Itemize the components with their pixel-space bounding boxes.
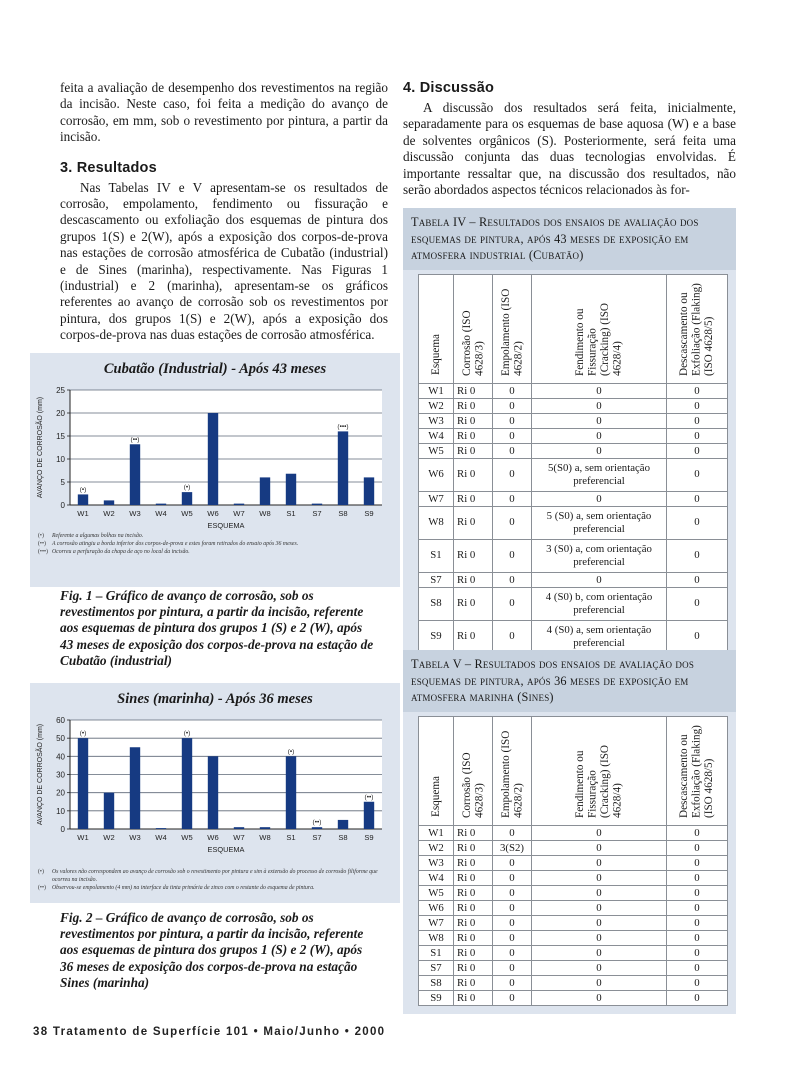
table-cell: 0 xyxy=(532,960,667,975)
note-text: Referente a algumas bolhas na incisão. xyxy=(52,533,144,539)
table-cell: S1 xyxy=(419,945,454,960)
table-cell: 0 xyxy=(667,840,728,855)
table-5 xyxy=(418,716,728,1006)
page-footer: 38 Tratamento de Superfície 101 • Maio/Junho • 2000 xyxy=(33,1026,386,1038)
table-cell: Ri 0 xyxy=(454,620,493,653)
table-cell: 4 (S0) b, com orientação preferencial xyxy=(532,587,667,620)
table-cell: W1 xyxy=(419,383,454,398)
bar-annotation: (••) xyxy=(364,793,374,801)
table-cell: 3(S2) xyxy=(493,840,532,855)
discussion-heading: 4. Discussão xyxy=(403,80,495,96)
x-tick-label: S9 xyxy=(364,833,374,842)
table-cell: 0 xyxy=(493,383,532,398)
table-row xyxy=(419,915,728,930)
table-cell: W2 xyxy=(419,840,454,855)
table-cell: 0 xyxy=(532,990,667,1005)
bar-s7 xyxy=(312,504,322,505)
table-cell: 0 xyxy=(667,458,728,491)
bar-s9 xyxy=(364,477,374,505)
x-tick-label: S8 xyxy=(338,509,348,518)
x-tick-label: W3 xyxy=(129,509,141,518)
table-cell: 0 xyxy=(532,491,667,506)
table-cell: Ri 0 xyxy=(454,915,493,930)
x-axis-label: ESQUEMA xyxy=(207,521,245,530)
table-row xyxy=(419,975,728,990)
chart-1 xyxy=(30,378,400,532)
table-cell: 0 xyxy=(532,915,667,930)
table-4-title: Tabela IV – Resultados dos ensaios de avaliação dos esquemas de pintura, após 43 meses de exposição em atmosfera industrial (Cubatão) xyxy=(403,208,736,270)
table-cell: 0 xyxy=(532,383,667,398)
table-cell: 0 xyxy=(667,539,728,572)
bar-s7 xyxy=(312,827,322,829)
table-cell: Ri 0 xyxy=(454,825,493,840)
table-cell: 0 xyxy=(493,620,532,653)
y-tick-label: 10 xyxy=(56,806,65,816)
table-cell: 0 xyxy=(667,506,728,539)
table-cell: 0 xyxy=(493,428,532,443)
figure-note xyxy=(38,532,392,540)
table-cell: Ri 0 xyxy=(454,443,493,458)
table-cell: 5(S0) a, sem orientação preferencial xyxy=(532,458,667,491)
table-cell: 4 (S0) a, sem orientação preferencial xyxy=(532,620,667,653)
table-cell: W4 xyxy=(419,870,454,885)
y-tick-label: 0 xyxy=(60,501,65,510)
y-tick-label: 60 xyxy=(56,716,65,725)
table-row xyxy=(419,428,728,443)
x-tick-label: W2 xyxy=(103,833,115,842)
bar-w6 xyxy=(208,756,218,829)
table-row xyxy=(419,506,728,539)
table-cell: 0 xyxy=(532,428,667,443)
note-text: A corrosão atingiu a borda inferior dos corpos-de-prova e estes foram retirados do ensaio após 36 meses. xyxy=(52,541,299,548)
bar-w1 xyxy=(78,494,88,505)
x-tick-label: W7 xyxy=(233,833,245,842)
table-cell: W7 xyxy=(419,915,454,930)
table-cell: Ri 0 xyxy=(454,506,493,539)
table-cell: 0 xyxy=(532,855,667,870)
table-row xyxy=(419,900,728,915)
bar-w5 xyxy=(182,738,192,829)
y-tick-label: 0 xyxy=(60,825,65,834)
table-cell: 0 xyxy=(493,870,532,885)
table-cell: 0 xyxy=(493,990,532,1005)
y-tick-label: 5 xyxy=(60,478,65,487)
table-row xyxy=(419,383,728,398)
y-tick-label: 40 xyxy=(56,752,65,762)
table-cell: W3 xyxy=(419,413,454,428)
table-cell: W3 xyxy=(419,855,454,870)
x-tick-label: W8 xyxy=(259,833,271,842)
bar-annotation: (•) xyxy=(287,748,295,756)
note-text: Observou-se empolamento (4 mm) na interface da tinta primária de zinco com o restante do esquema de pintura. xyxy=(52,885,315,892)
table-cell: Ri 0 xyxy=(454,383,493,398)
bar-w2 xyxy=(104,500,114,505)
bar-w4 xyxy=(156,828,166,829)
y-axis-label: AVANÇO DE CORROSÃO (mm) xyxy=(37,723,44,826)
column-header xyxy=(419,716,454,825)
table-cell: 0 xyxy=(532,870,667,885)
column-header xyxy=(454,716,493,825)
x-tick-label: W6 xyxy=(207,509,219,518)
x-tick-label: W2 xyxy=(103,509,115,518)
y-tick-label: 20 xyxy=(56,788,65,798)
table-cell: 0 xyxy=(667,491,728,506)
table-cell: 0 xyxy=(493,915,532,930)
table-cell: Ri 0 xyxy=(454,398,493,413)
x-tick-label: S1 xyxy=(286,833,296,842)
column-header xyxy=(419,274,454,383)
table-cell: 0 xyxy=(493,443,532,458)
table-cell: 0 xyxy=(667,398,728,413)
table-cell: Ri 0 xyxy=(454,491,493,506)
table-cell: Ri 0 xyxy=(454,840,493,855)
table-4-panel xyxy=(403,208,736,662)
table-row xyxy=(419,491,728,506)
table-cell: 0 xyxy=(493,539,532,572)
table-cell: S9 xyxy=(419,620,454,653)
table-cell: W8 xyxy=(419,930,454,945)
left-column xyxy=(60,80,388,344)
column-header-text: Corrosão (ISO 4628/3) xyxy=(460,751,485,818)
table-cell: 0 xyxy=(532,443,667,458)
right-column xyxy=(403,80,736,198)
table-cell: 3 (S0) a, com orientação preferencial xyxy=(532,539,667,572)
table-cell: 0 xyxy=(667,990,728,1005)
x-axis-label: ESQUEMA xyxy=(207,845,245,854)
table-cell: Ri 0 xyxy=(454,975,493,990)
table-row xyxy=(419,413,728,428)
note-marker: (•) xyxy=(38,533,44,539)
column-header-text: Empolamento (ISO 4628/2) xyxy=(499,730,524,818)
table-row xyxy=(419,825,728,840)
bar-s9 xyxy=(364,802,374,829)
note-text: Os valores não correspondem ao avanço de corrosão sob o revestimento por pintura e sim à extensão do processo de corrosão filiforme que ocorreu na incisão. xyxy=(52,869,378,884)
table-row xyxy=(419,572,728,587)
table-row xyxy=(419,840,728,855)
bar-w4 xyxy=(156,504,166,505)
table-cell: 0 xyxy=(667,900,728,915)
x-tick-label: W4 xyxy=(155,833,167,842)
note-text: Ocorreu a perfuração da chapa de aço no local da incisão. xyxy=(52,549,190,556)
figure-2-panel xyxy=(30,683,400,903)
figure-2-caption: Fig. 2 – Gráfico de avanço de corrosão, sob os revestimentos por pintura, a partir da incisão, referente aos esquemas de pintura dos grupos 1 (S) e 2 (W), após 36 meses de exposição dos corpos-de-prova na estação Sines (marinha) xyxy=(60,910,364,990)
note-marker: (•) xyxy=(38,869,44,875)
table-cell: 0 xyxy=(667,587,728,620)
table-cell: W2 xyxy=(419,398,454,413)
table-cell: 0 xyxy=(532,885,667,900)
table-cell: Ri 0 xyxy=(454,930,493,945)
table-cell: 0 xyxy=(667,960,728,975)
table-cell: 0 xyxy=(667,572,728,587)
table-cell: Ri 0 xyxy=(454,587,493,620)
bar-annotation: (•) xyxy=(79,730,87,738)
results-heading: 3. Resultados xyxy=(60,159,157,176)
table-cell: W7 xyxy=(419,491,454,506)
table-row xyxy=(419,870,728,885)
x-tick-label: W3 xyxy=(129,833,141,842)
table-cell: Ri 0 xyxy=(454,539,493,572)
table-cell: 0 xyxy=(493,930,532,945)
bar-w7 xyxy=(234,504,244,505)
x-tick-label: S7 xyxy=(312,833,322,842)
y-tick-label: 10 xyxy=(56,455,65,464)
table-cell: 0 xyxy=(667,413,728,428)
table-cell: Ri 0 xyxy=(454,572,493,587)
chart-1-title: Cubatão (Industrial) - Após 43 meses xyxy=(103,361,327,377)
table-cell: 0 xyxy=(493,825,532,840)
bar-w6 xyxy=(208,413,218,505)
column-header-text: Descascamento ou Exfoliação (Flaking) (ISO 4628/5) xyxy=(678,282,716,376)
x-tick-label: W8 xyxy=(259,509,271,518)
table-cell: 0 xyxy=(493,855,532,870)
table-cell: S7 xyxy=(419,572,454,587)
table-cell: Ri 0 xyxy=(454,960,493,975)
table-cell: 0 xyxy=(493,413,532,428)
table-cell: 0 xyxy=(667,443,728,458)
table-cell: W4 xyxy=(419,428,454,443)
table-cell: 0 xyxy=(532,975,667,990)
x-tick-label: W7 xyxy=(233,509,245,518)
table-cell: 0 xyxy=(667,885,728,900)
bar-s8 xyxy=(338,431,348,505)
figure-note xyxy=(38,868,392,884)
bar-w1 xyxy=(78,738,88,829)
table-cell: 0 xyxy=(493,900,532,915)
note-marker: (••) xyxy=(38,885,46,892)
table-cell: Ri 0 xyxy=(454,428,493,443)
column-header-text: Esquema xyxy=(429,334,442,376)
table-cell: 0 xyxy=(493,398,532,413)
table-cell: 0 xyxy=(667,620,728,653)
table-cell: 0 xyxy=(532,840,667,855)
table-cell: W6 xyxy=(419,900,454,915)
column-header-text: Fendimento ou Fissuração (Cracking) (ISO 4628/4) xyxy=(574,302,624,376)
table-cell: 0 xyxy=(493,491,532,506)
table-row xyxy=(419,398,728,413)
table-row xyxy=(419,885,728,900)
x-tick-label: W5 xyxy=(181,509,193,518)
table-cell: 0 xyxy=(667,870,728,885)
table-row xyxy=(419,990,728,1005)
table-row xyxy=(419,960,728,975)
table-cell: S8 xyxy=(419,587,454,620)
table-cell: 5 (S0) a, sem orientação preferencial xyxy=(532,506,667,539)
table-row xyxy=(419,587,728,620)
table-cell: 0 xyxy=(532,398,667,413)
table-cell: 0 xyxy=(667,930,728,945)
table-cell: 0 xyxy=(532,825,667,840)
table-cell: 0 xyxy=(493,885,532,900)
table-cell: 0 xyxy=(493,975,532,990)
results-paragraph: Nas Tabelas IV e V apresentam-se os resultados de corrosão, empolamento, fendimento ou fissuração e descascamento ou exfoliação dos esquemas de pintura dos grupos 1(S) e 2(W), após a exposição dos corpos-de-prova nas estações de corrosão atmosférica de Cubatão (industrial) e de Sines (marinha), respectivamente. Nas Figuras 1 (industrial) e 2 (marinha), apresentam-se os gráficos referentes ao avanço de corrosão sob os revestimentos por pintura, dos grupos 1(S) e 2(W), após a exposição dos corpos-de-prova nas duas estações de corrosão atmosférica. xyxy=(60,179,388,343)
column-header xyxy=(454,274,493,383)
table-cell: W5 xyxy=(419,885,454,900)
table-row xyxy=(419,930,728,945)
discussion-paragraph: A discussão dos resultados será feita, inicialmente, separadamente para os esquemas de base aquosa (W) e a base de solventes orgânicos (S). Posteriormente, será feita uma discussão conjunta das duas tecnologias envolvidas. É importante ressaltar que, na discussão dos resultados, não serão abordados aspectos técnicos relacionados às for- xyxy=(403,100,736,198)
table-cell: Ri 0 xyxy=(454,990,493,1005)
y-tick-label: 20 xyxy=(56,409,65,418)
table-cell: 0 xyxy=(532,413,667,428)
column-header-text: Corrosão (ISO 4628/3) xyxy=(460,309,485,376)
table-5-title: Tabela V – Resultados dos ensaios de avaliação dos esquemas de pintura, após 36 meses de exposição em atmosfera marinha (Sines) xyxy=(403,650,736,712)
column-header-text: Empolamento (ISO 4628/2) xyxy=(499,288,524,376)
bar-annotation: (•) xyxy=(183,484,191,492)
bar-annotation: (••) xyxy=(130,436,140,444)
table-cell: S7 xyxy=(419,960,454,975)
x-tick-label: W6 xyxy=(207,833,219,842)
x-tick-label: W1 xyxy=(77,833,89,842)
figure-1-caption: Fig. 1 – Gráfico de avanço de corrosão, sob os revestimentos por pintura, a partir da incisão, referente aos esquemas de pintura dos grupos 1 (S) e 2 (W), após 43 meses de exposição dos corpos-de-prova na estação de Cubatão (industrial) xyxy=(60,588,374,668)
table-cell: 0 xyxy=(532,572,667,587)
table-cell: 0 xyxy=(493,458,532,491)
table-cell: 0 xyxy=(493,945,532,960)
table-cell: Ri 0 xyxy=(454,458,493,491)
x-tick-label: W1 xyxy=(77,509,89,518)
bar-w8 xyxy=(260,477,270,505)
x-tick-label: S7 xyxy=(312,509,322,518)
bar-annotation: (•••) xyxy=(337,423,349,431)
table-cell: 0 xyxy=(493,572,532,587)
table-cell: 0 xyxy=(532,900,667,915)
y-tick-label: 25 xyxy=(56,386,65,395)
table-cell: 0 xyxy=(532,930,667,945)
table-row xyxy=(419,620,728,653)
table-cell: Ri 0 xyxy=(454,855,493,870)
chart-2 xyxy=(30,708,400,868)
table-cell: 0 xyxy=(667,855,728,870)
column-header-text: Fendimento ou Fissuração (Cracking) (ISO 4628/4) xyxy=(574,744,624,818)
y-tick-label: 15 xyxy=(56,432,65,441)
plot-area xyxy=(70,390,382,505)
figure-1-notes xyxy=(30,532,400,561)
bar-annotation: (•) xyxy=(79,486,87,494)
column-header xyxy=(532,274,667,383)
column-header-text: Esquema xyxy=(429,776,442,818)
table-cell: 0 xyxy=(667,945,728,960)
bar-annotation: (•) xyxy=(183,730,191,738)
table-cell: 0 xyxy=(532,945,667,960)
bar-w5 xyxy=(182,492,192,505)
y-tick-label: 30 xyxy=(56,770,65,780)
table-4 xyxy=(418,274,728,654)
bar-w2 xyxy=(104,793,114,829)
column-header xyxy=(493,274,532,383)
bar-s1 xyxy=(286,474,296,505)
note-marker: (••) xyxy=(38,541,46,548)
intro-paragraph: feita a avaliação de desempenho dos revestimentos na região da incisão. Neste caso, foi feita a medição do avanço de corrosão, em mm, sob o revestimento por pintura, a partir da incisão. xyxy=(60,80,388,145)
table-cell: W1 xyxy=(419,825,454,840)
x-tick-label: W4 xyxy=(155,509,167,518)
table-cell: 0 xyxy=(493,587,532,620)
table-cell: Ri 0 xyxy=(454,885,493,900)
bar-s1 xyxy=(286,756,296,829)
table-cell: 0 xyxy=(667,428,728,443)
column-header xyxy=(493,716,532,825)
table-cell: Ri 0 xyxy=(454,870,493,885)
note-marker: (•••) xyxy=(38,549,48,556)
table-cell: W5 xyxy=(419,443,454,458)
table-cell: 0 xyxy=(493,506,532,539)
bar-s8 xyxy=(338,820,348,829)
table-cell: S9 xyxy=(419,990,454,1005)
y-tick-label: 50 xyxy=(56,734,65,744)
y-axis-label: AVANÇO DE CORROSÃO (mm) xyxy=(37,396,44,499)
table-cell: Ri 0 xyxy=(454,900,493,915)
bar-w3 xyxy=(130,747,140,829)
bar-w3 xyxy=(130,444,140,505)
figure-note xyxy=(38,548,392,556)
table-cell: Ri 0 xyxy=(454,413,493,428)
table-row xyxy=(419,945,728,960)
table-cell: Ri 0 xyxy=(454,945,493,960)
column-header-text: Descascamento ou Exfoliação (Flaking) (ISO 4628/5) xyxy=(678,724,716,818)
figure-2-notes xyxy=(30,868,400,897)
table-row xyxy=(419,539,728,572)
chart-2-title: Sines (marinha) - Após 36 meses xyxy=(117,691,313,707)
table-row xyxy=(419,855,728,870)
table-cell: S8 xyxy=(419,975,454,990)
table-cell: 0 xyxy=(667,915,728,930)
bar-w8 xyxy=(260,827,270,829)
table-cell: 0 xyxy=(493,960,532,975)
table-cell: W6 xyxy=(419,458,454,491)
table-cell: W8 xyxy=(419,506,454,539)
table-cell: S1 xyxy=(419,539,454,572)
bar-w7 xyxy=(234,827,244,829)
table-cell: 0 xyxy=(667,975,728,990)
x-tick-label: W5 xyxy=(181,833,193,842)
figure-note xyxy=(38,884,392,892)
table-row xyxy=(419,458,728,491)
x-tick-label: S8 xyxy=(338,833,348,842)
figure-1-panel xyxy=(30,353,400,587)
table-5-panel xyxy=(403,650,736,1014)
column-header xyxy=(532,716,667,825)
bar-annotation: (••) xyxy=(312,819,322,827)
figure-note xyxy=(38,540,392,548)
x-tick-label: S1 xyxy=(286,509,296,518)
x-tick-label: S9 xyxy=(364,509,374,518)
table-cell: 0 xyxy=(667,383,728,398)
table-row xyxy=(419,443,728,458)
column-header xyxy=(667,274,728,383)
table-cell: 0 xyxy=(667,825,728,840)
column-header xyxy=(667,716,728,825)
